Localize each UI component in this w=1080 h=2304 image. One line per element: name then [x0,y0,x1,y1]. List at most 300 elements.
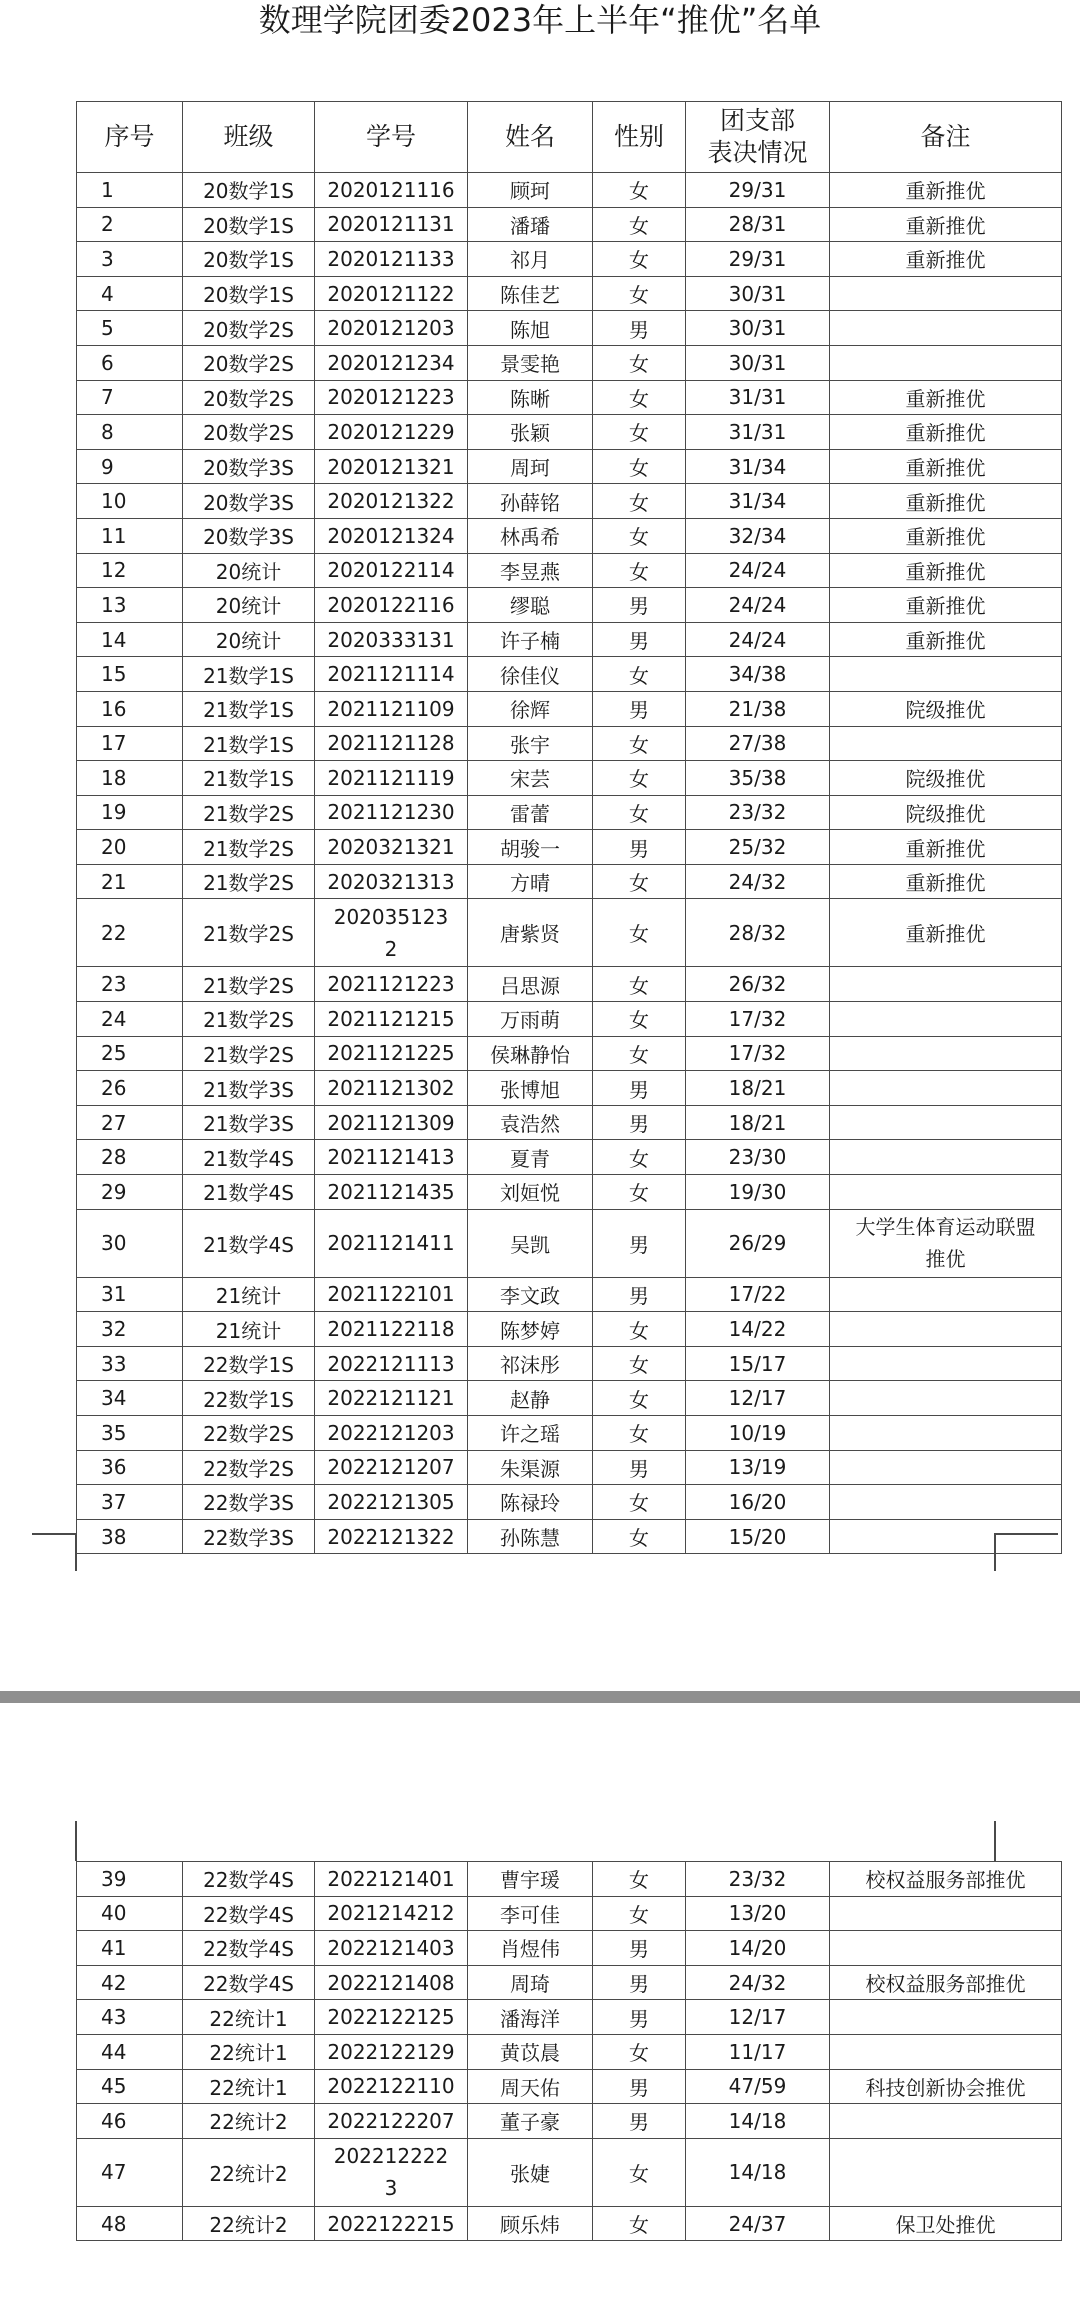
table-row [77,1036,1062,1071]
cell-gender: 男 [593,622,686,657]
cell-vote: 31/31 [686,415,830,450]
cell-class: 21数学1S [183,761,315,796]
cell-gender: 女 [593,1036,686,1071]
cell-gender: 男 [593,1277,686,1312]
cell-class: 21数学3S [183,1105,315,1140]
cell-class: 20数学1S [183,173,315,208]
cell-vote: 10/19 [686,1416,830,1451]
cell-name: 张颖 [468,415,593,450]
table-row [77,761,1062,796]
cell-name: 周珂 [468,449,593,484]
table-row [77,1002,1062,1037]
cell-vote: 29/31 [686,242,830,277]
cell-gender: 女 [593,864,686,899]
cell-seq: 32 [77,1312,183,1347]
cell-student-id: 2021121225 [315,1036,468,1071]
cell-remark [830,276,1062,311]
cell-remark: 保卫处推优 [830,2206,1062,2241]
table-row [77,518,1062,553]
cell-vote: 13/20 [686,1896,830,1931]
cell-class: 20数学1S [183,207,315,242]
cell-vote: 23/32 [686,795,830,830]
cell-seq: 1 [77,173,183,208]
table-row [77,830,1062,865]
table-row [77,207,1062,242]
header-gender: 性别 [593,102,686,173]
cell-name: 朱渠源 [468,1450,593,1485]
cell-seq: 29 [77,1175,183,1210]
cell-name: 宋芸 [468,761,593,796]
cell-remark: 重新推优 [830,173,1062,208]
cell-gender: 男 [593,2000,686,2035]
cell-name: 徐佳仪 [468,657,593,692]
table-row [77,967,1062,1002]
cell-remark [830,1346,1062,1381]
cell-seq: 7 [77,380,183,415]
cell-class: 22数学3S [183,1485,315,1520]
cell-student-id: 2021122118 [315,1312,468,1347]
cell-vote: 15/17 [686,1346,830,1381]
cell-student-id [315,899,468,967]
cell-student-id: 2020121229 [315,415,468,450]
cell-vote: 15/20 [686,1519,830,1554]
cell-gender: 男 [593,588,686,623]
cell-gender: 女 [593,415,686,450]
cell-name: 陈梦婷 [468,1312,593,1347]
cell-class: 21数学2S [183,864,315,899]
header-student-id: 学号 [315,102,468,173]
cell-name: 林禹希 [468,518,593,553]
cell-class: 22数学4S [183,1862,315,1897]
cell-seq: 20 [77,830,183,865]
cell-seq: 47 [77,2138,183,2206]
cell-class: 21数学2S [183,830,315,865]
cell-class: 20数学1S [183,242,315,277]
cell-name: 李文政 [468,1277,593,1312]
table-row [77,1931,1062,1966]
cell-seq: 35 [77,1416,183,1451]
header-class: 班级 [183,102,315,173]
cell-remark [830,1381,1062,1416]
table-row [77,726,1062,761]
cell-student-id: 2022121121 [315,1381,468,1416]
cell-class: 21数学1S [183,657,315,692]
cell-vote: 30/31 [686,311,830,346]
cell-seq: 27 [77,1105,183,1140]
cell-student-id: 2022122207 [315,2104,468,2139]
cell-gender: 女 [593,2206,686,2241]
cell-remark [830,2104,1062,2139]
cell-seq: 15 [77,657,183,692]
cell-class: 21数学2S [183,1036,315,1071]
cell-name: 夏青 [468,1140,593,1175]
cell-remark [830,1931,1062,1966]
cell-class: 20数学3S [183,484,315,519]
cell-vote: 17/32 [686,1002,830,1037]
cell-student-id: 2021121128 [315,726,468,761]
table-row [77,691,1062,726]
cell-gender: 女 [593,276,686,311]
cell-gender: 女 [593,795,686,830]
cell-name: 唐紫贤 [468,899,593,967]
cell-seq: 28 [77,1140,183,1175]
cell-seq: 31 [77,1277,183,1312]
cell-seq: 5 [77,311,183,346]
cell-student-id: 2020121203 [315,311,468,346]
cell-gender: 女 [593,1002,686,1037]
cell-gender: 男 [593,830,686,865]
cell-vote: 21/38 [686,691,830,726]
cell-class: 20统计 [183,622,315,657]
cell-gender: 男 [593,2104,686,2139]
cell-student-id: 2020121116 [315,173,468,208]
table-row [77,1862,1062,1897]
cell-student-id: 2020121324 [315,518,468,553]
cell-gender: 男 [593,1209,686,1277]
cell-vote: 13/19 [686,1450,830,1485]
cell-class: 21数学4S [183,1140,315,1175]
table-row [77,553,1062,588]
table-row [77,2034,1062,2069]
cell-gender: 男 [593,1105,686,1140]
cell-seq: 37 [77,1485,183,1520]
cell-vote: 23/32 [686,1862,830,1897]
cell-student-id: 2021121109 [315,691,468,726]
cell-student-id: 2021121413 [315,1140,468,1175]
table-row [77,1105,1062,1140]
cell-student-id: 2020122116 [315,588,468,623]
table-row [77,2000,1062,2035]
cell-seq: 25 [77,1036,183,1071]
header-name: 姓名 [468,102,593,173]
cell-student-id: 2020121131 [315,207,468,242]
cell-class: 22统计2 [183,2138,315,2206]
header-vote-line-2: 表决情况 [707,138,808,167]
table-row [77,2069,1062,2104]
cell-student-id: 2021121223 [315,967,468,1002]
cell-vote: 28/31 [686,207,830,242]
cell-name: 陈旭 [468,311,593,346]
cell-name: 景雯艳 [468,345,593,380]
cell-gender: 女 [593,2034,686,2069]
roster-table-page-1 [76,101,1062,1554]
cell-vote: 32/34 [686,518,830,553]
cell-remark [830,1105,1062,1140]
cell-remark [830,1209,1062,1277]
cell-name: 张婕 [468,2138,593,2206]
cell-student-id: 2021121302 [315,1071,468,1106]
cell-seq: 14 [77,622,183,657]
cell-student-id: 2020121122 [315,276,468,311]
cell-seq: 6 [77,345,183,380]
cell-class: 22数学2S [183,1416,315,1451]
cell-remark [830,1896,1062,1931]
cell-student-id-line-2: 2 [384,936,398,961]
cell-remark: 院级推优 [830,795,1062,830]
cell-vote: 12/17 [686,2000,830,2035]
table-row [77,1485,1062,1520]
cell-seq: 11 [77,518,183,553]
cell-name: 吴凯 [468,1209,593,1277]
cell-gender: 男 [593,1931,686,1966]
cell-gender: 女 [593,345,686,380]
table-row [77,795,1062,830]
cell-name: 陈晰 [468,380,593,415]
cell-remark [830,1140,1062,1175]
cell-remark: 重新推优 [830,830,1062,865]
page-divider [0,1691,1080,1703]
header-remark: 备注 [830,102,1062,173]
cell-remark: 重新推优 [830,588,1062,623]
cell-student-id: 2020321321 [315,830,468,865]
cell-class: 21数学1S [183,691,315,726]
cell-seq: 8 [77,415,183,450]
cell-gender: 女 [593,449,686,484]
cell-student-id: 2022122125 [315,2000,468,2035]
cell-remark [830,1277,1062,1312]
cell-vote: 24/32 [686,864,830,899]
cell-student-id: 2021121230 [315,795,468,830]
cell-gender: 女 [593,380,686,415]
cell-remark: 院级推优 [830,761,1062,796]
cell-class: 20统计 [183,553,315,588]
cell-student-id: 2020321313 [315,864,468,899]
cell-vote: 23/30 [686,1140,830,1175]
cell-remark [830,1416,1062,1451]
cell-gender: 男 [593,1965,686,2000]
cell-remark-line-2: 推优 [925,1247,966,1272]
cell-gender: 女 [593,553,686,588]
cell-class: 22统计2 [183,2104,315,2139]
cell-class: 21数学2S [183,1002,315,1037]
cell-remark [830,967,1062,1002]
cell-remark [830,2138,1062,2206]
cell-remark [830,1485,1062,1520]
cell-gender: 女 [593,1862,686,1897]
table-row [77,449,1062,484]
cell-remark: 科技创新协会推优 [830,2069,1062,2104]
cell-name: 方晴 [468,864,593,899]
cell-gender: 女 [593,242,686,277]
cell-seq: 48 [77,2206,183,2241]
cell-vote: 31/34 [686,484,830,519]
cell-student-id: 2020121234 [315,345,468,380]
cell-remark [830,345,1062,380]
cell-remark: 重新推优 [830,242,1062,277]
table-row [77,1965,1062,2000]
table-row [77,311,1062,346]
cell-seq: 12 [77,553,183,588]
header-seq: 序号 [77,102,183,173]
cell-name: 肖煜伟 [468,1931,593,1966]
cell-gender: 女 [593,1312,686,1347]
table-row [77,173,1062,208]
cell-class: 20数学1S [183,276,315,311]
cell-class: 21数学1S [183,726,315,761]
cell-vote: 47/59 [686,2069,830,2104]
cell-vote: 35/38 [686,761,830,796]
header-vote-line-1: 团支部 [719,106,795,135]
table-row [77,657,1062,692]
table-row [77,588,1062,623]
cell-seq: 36 [77,1450,183,1485]
cell-seq: 3 [77,242,183,277]
table-row [77,864,1062,899]
cell-gender: 女 [593,899,686,967]
cell-class: 21数学4S [183,1209,315,1277]
cell-gender: 女 [593,1175,686,1210]
cell-seq: 42 [77,1965,183,2000]
table-row [77,1209,1062,1277]
cell-vote: 16/20 [686,1485,830,1520]
cell-student-id: 2022121322 [315,1519,468,1554]
cell-remark [830,311,1062,346]
table-row [77,276,1062,311]
cell-vote: 17/32 [686,1036,830,1071]
cell-vote: 34/38 [686,657,830,692]
cell-remark [830,726,1062,761]
cell-gender: 男 [593,691,686,726]
page-1-corner-mark-left-v [75,1533,77,1571]
cell-gender: 女 [593,173,686,208]
cell-remark-line-1: 大学生体育运动联盟 [855,1215,1036,1240]
cell-seq: 4 [77,276,183,311]
cell-name: 顾珂 [468,173,593,208]
cell-vote: 12/17 [686,1381,830,1416]
cell-student-id: 2020121133 [315,242,468,277]
cell-class: 21统计 [183,1277,315,1312]
cell-name: 周天佑 [468,2069,593,2104]
cell-class: 20数学3S [183,518,315,553]
cell-remark: 重新推优 [830,207,1062,242]
table-row [77,484,1062,519]
cell-name: 袁浩然 [468,1105,593,1140]
cell-remark: 重新推优 [830,484,1062,519]
cell-vote: 29/31 [686,173,830,208]
cell-name: 张宇 [468,726,593,761]
cell-name: 吕思源 [468,967,593,1002]
cell-student-id: 2022121401 [315,1862,468,1897]
cell-name: 顾乐炜 [468,2206,593,2241]
cell-gender: 男 [593,311,686,346]
cell-remark [830,1519,1062,1554]
cell-vote: 31/34 [686,449,830,484]
cell-gender: 女 [593,207,686,242]
table-row [77,1381,1062,1416]
cell-name: 祁沫彤 [468,1346,593,1381]
cell-class: 20数学2S [183,345,315,380]
cell-class: 21数学4S [183,1175,315,1210]
cell-seq: 21 [77,864,183,899]
cell-class: 22统计1 [183,2000,315,2035]
cell-vote: 18/21 [686,1105,830,1140]
cell-name: 侯琳静怡 [468,1036,593,1071]
cell-gender: 女 [593,657,686,692]
cell-class: 22数学1S [183,1381,315,1416]
table-row [77,2138,1062,2206]
cell-seq: 26 [77,1071,183,1106]
cell-remark [830,1002,1062,1037]
cell-name: 赵静 [468,1381,593,1416]
cell-gender: 女 [593,518,686,553]
cell-seq: 38 [77,1519,183,1554]
cell-class: 21数学2S [183,899,315,967]
cell-class: 22数学2S [183,1450,315,1485]
cell-remark: 重新推优 [830,864,1062,899]
cell-seq: 18 [77,761,183,796]
cell-seq: 24 [77,1002,183,1037]
roster-table-page-2 [76,1861,1062,2241]
cell-vote: 26/32 [686,967,830,1002]
page-2-corner-mark-left [75,1821,77,1861]
cell-gender: 男 [593,1450,686,1485]
cell-class: 22统计1 [183,2034,315,2069]
cell-remark [830,2034,1062,2069]
table-row [77,899,1062,967]
cell-name: 胡骏一 [468,830,593,865]
cell-class: 20数学3S [183,449,315,484]
cell-gender: 女 [593,1896,686,1931]
cell-student-id: 2020121321 [315,449,468,484]
page-1-corner-mark-left-h [32,1533,76,1535]
table-header-row [77,102,1062,173]
cell-class: 21统计 [183,1312,315,1347]
cell-seq: 2 [77,207,183,242]
cell-student-id: 2021121119 [315,761,468,796]
table-row [77,2206,1062,2241]
cell-remark [830,1175,1062,1210]
cell-class: 22数学1S [183,1346,315,1381]
cell-class: 22统计1 [183,2069,315,2104]
table-row [77,380,1062,415]
cell-remark: 校权益服务部推优 [830,1862,1062,1897]
cell-student-id: 2020121322 [315,484,468,519]
table-row [77,622,1062,657]
cell-student-id: 2022122215 [315,2206,468,2241]
cell-name: 潘璠 [468,207,593,242]
cell-seq: 33 [77,1346,183,1381]
cell-gender: 女 [593,2138,686,2206]
cell-remark [830,657,1062,692]
table-row [77,1175,1062,1210]
cell-class: 22数学4S [183,1896,315,1931]
cell-student-id: 2022121203 [315,1416,468,1451]
cell-gender: 男 [593,2069,686,2104]
cell-remark: 校权益服务部推优 [830,1965,1062,2000]
cell-name: 陈禄玲 [468,1485,593,1520]
cell-name: 李昱燕 [468,553,593,588]
table-row [77,1519,1062,1554]
cell-vote: 26/29 [686,1209,830,1277]
cell-remark: 院级推优 [830,691,1062,726]
cell-gender: 女 [593,1346,686,1381]
cell-class: 22数学4S [183,1931,315,1966]
table-row [77,242,1062,277]
cell-remark [830,1450,1062,1485]
cell-name: 潘海洋 [468,2000,593,2035]
cell-remark: 重新推优 [830,415,1062,450]
cell-seq: 40 [77,1896,183,1931]
cell-vote: 18/21 [686,1071,830,1106]
cell-vote: 14/20 [686,1931,830,1966]
table-row [77,1896,1062,1931]
cell-seq: 41 [77,1931,183,1966]
cell-name: 孙陈慧 [468,1519,593,1554]
cell-seq: 43 [77,2000,183,2035]
cell-student-id: 2022121207 [315,1450,468,1485]
cell-vote: 14/18 [686,2104,830,2139]
cell-name: 刘姮悦 [468,1175,593,1210]
